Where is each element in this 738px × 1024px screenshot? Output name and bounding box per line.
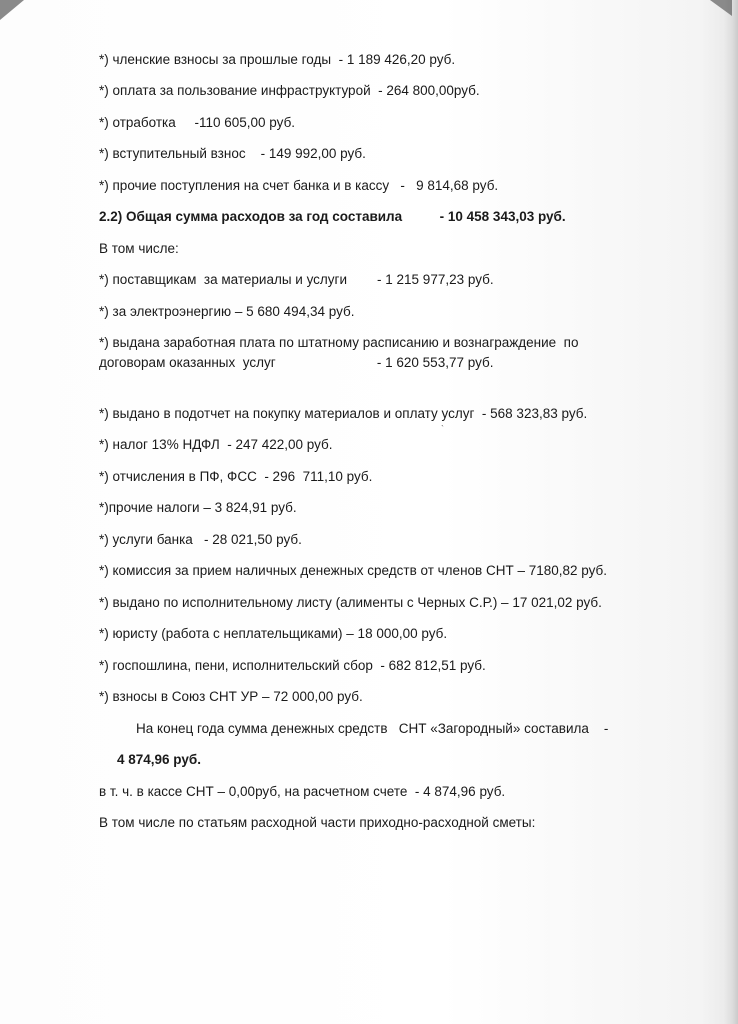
expense-line-writ-of-execution: *) выдано по исполнительному листу (алименты с Черных С.Р.) – 17 021,02 руб.	[99, 595, 602, 610]
expense-line-cash-commission: *) комиссия за прием наличных денежных средств от членов СНТ – 7180,82 руб.	[99, 563, 607, 578]
expense-line-electricity: *) за электроэнергию – 5 680 494,34 руб.	[99, 304, 355, 319]
expense-estimate-heading: В том числе по статьям расходной части приходно-расходной сметы:	[99, 815, 536, 830]
expense-line-suppliers: *) поставщикам за материалы и услуги - 1 215 977,23 руб.	[99, 272, 494, 287]
expense-line-income-tax: *) налог 13% НДФЛ - 247 422,00 руб.	[99, 437, 333, 452]
expense-line-advance: *) выдано в подотчет на покупку материалов и оплату услуг - 568 323,83 руб.	[99, 406, 588, 421]
expense-line-lawyer: *) юристу (работа с неплательщиками) – 18 000,00 руб.	[99, 626, 448, 641]
page-edge-shadow	[724, 0, 738, 1024]
expense-line-salary: *) выдана заработная плата по штатному расписанию и вознаграждение по	[99, 335, 579, 350]
scan-speck: `	[441, 424, 444, 434]
expense-line-bank-services: *) услуги банка - 28 021,50 руб.	[99, 532, 302, 547]
including-label: В том числе:	[99, 241, 179, 256]
income-line-other-receipts: *) прочие поступления на счет банка и в кассу - 9 814,68 руб.	[99, 178, 499, 193]
income-line-work-off: *) отработка -110 605,00 руб.	[99, 115, 296, 130]
expense-line-pension-contributions: *) отчисления в ПФ, ФСС - 296 711,10 руб.	[99, 469, 373, 484]
expense-line-state-duty: *) госпошлина, пени, исполнительский сбор - 682 812,51 руб.	[99, 658, 486, 673]
income-line-membership-past-years: *) членские взносы за прошлые годы - 1 189 426,20 руб.	[99, 52, 456, 67]
year-end-balance-amount: 4 874,96 руб.	[117, 752, 201, 767]
balance-breakdown: в т. ч. в кассе СНТ – 0,00руб, на расчетном счете - 4 874,96 руб.	[99, 784, 506, 799]
expense-line-union-dues: *) взносы в Союз СНТ УР – 72 000,00 руб.	[99, 689, 363, 704]
expense-line-other-taxes: *)прочие налоги – 3 824,91 руб.	[99, 500, 297, 515]
income-line-infrastructure: *) оплата за пользование инфраструктурой - 264 800,00руб.	[99, 83, 480, 98]
page-corner-shadow-left	[0, 0, 24, 20]
year-end-balance-text: На конец года сумма денежных средств СНТ «Загородный» составила -	[136, 721, 609, 736]
section-heading-total-expenses: 2.2) Общая сумма расходов за год составила - 10 458 343,03 руб.	[99, 209, 566, 224]
income-line-entry-fee: *) вступительный взнос - 149 992,00 руб.	[99, 146, 366, 161]
expense-line-salary-continued: договорам оказанных услуг - 1 620 553,77 руб.	[99, 355, 494, 370]
